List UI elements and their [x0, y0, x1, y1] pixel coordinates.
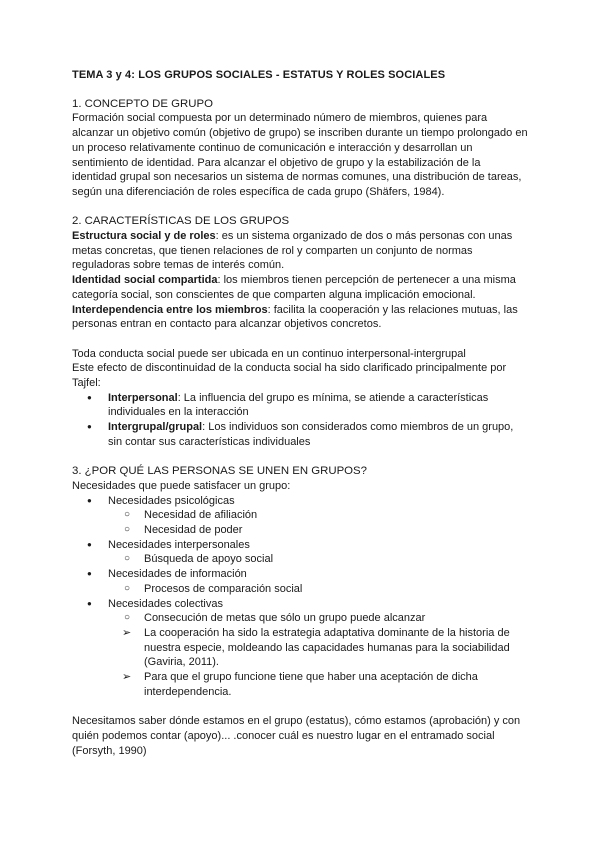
- needs-intro: Necesidades que puede satisfacer un grupo:: [72, 479, 291, 492]
- definition: : Los individuos son considerados como miembros de un grupo, sin contar sus características individuales: [108, 421, 514, 448]
- continuum-list: [72, 391, 528, 450]
- section-2-heading: 2. CARACTERÍSTICAS DE LOS GRUPOS: [72, 215, 290, 228]
- document-title: TEMA 3 y 4: LOS GRUPOS SOCIALES - ESTATUS Y ROLES SOCIALES: [72, 69, 446, 81]
- definition: : es un sistema organizado de dos o más personas con unas metas concretas, que tienen relaciones de rol y comparten un conjunto de normas reguladoras sobre temas de interés común.: [72, 230, 513, 272]
- term: Interdependencia entre los miembros: [72, 303, 268, 316]
- list-item: ● Necesidades psicológicas: [72, 494, 528, 509]
- sub-list: [72, 552, 528, 567]
- list-item: ● Necesidades de información: [72, 567, 528, 582]
- definition: : La influencia del grupo es mínima, se atiende a características individuales en la interacción: [108, 391, 489, 419]
- list-item: ○ Necesidad de afiliación: [72, 508, 528, 523]
- document-page: [72, 68, 528, 758]
- needs-list: [72, 597, 528, 612]
- closing-text: Necesitamos saber dónde estamos en el grupo (estatus), cómo estamos (aprobación) y con quién podemos contar (apoyo)... .conocer cuál es nuestro lugar en el entramado social (Forsyth, 1990): [72, 715, 521, 757]
- list-item: ➢ Para que el grupo funcione tiene que haber una aceptación de dicha interdependencia.: [72, 670, 528, 699]
- list-item: ○ Necesidad de poder: [72, 523, 528, 538]
- list-item: ○ Procesos de comparación social: [72, 582, 528, 597]
- section-3-heading: 3. ¿POR QUÉ LAS PERSONAS SE UNEN EN GRUPOS?: [72, 465, 367, 478]
- term: Estructura social y de roles: [72, 230, 216, 243]
- characteristic-interdependence: [72, 303, 528, 332]
- list-item: ○ Consecución de metas que sólo un grupo puede alcanzar: [72, 611, 528, 626]
- list-item: ● Necesidades interpersonales: [72, 538, 528, 553]
- list-item: ➢ La cooperación ha sido la estrategia adaptativa dominante de la historia de nuestra especie, moldeando las capacidades humanas para la sociabilidad (Gaviria, 2011).: [72, 626, 528, 670]
- term: Identidad social compartida: [72, 274, 218, 287]
- characteristic-structure: [72, 229, 528, 273]
- continuum-text: Toda conducta social puede ser ubicada en un continuo interpersonal-intergrupal: [72, 347, 466, 360]
- sub-list: [72, 611, 528, 699]
- section-1-heading: 1. CONCEPTO DE GRUPO: [72, 97, 213, 110]
- list-item: ○ Búsqueda de apoyo social: [72, 552, 528, 567]
- needs-list: [72, 538, 528, 553]
- definition: : los miembros tienen percepción de pertenecer a una misma categoría social, son conscientes de que comparten alguna implicación emocional.: [72, 274, 516, 301]
- term: Interpersonal: [108, 391, 178, 404]
- sub-list: [72, 508, 528, 537]
- section-1-text: Formación social compuesta por un determinado número de miembros, quienes para alcanzar un objetivo común (objetivo de grupo) se inscriben durante un tiempo prolongado en un proceso relativamente continuo de comunicación e interacción y desarrollan un sentimiento de identidad. Para alcanzar el objetivo de grupo y la estabilización de la identidad grupal son necesarios un sistema de normas comunes, una distribución de tareas, según una diferenciación de roles específica de cada grupo (Shäfers, 1984).: [72, 112, 528, 198]
- needs-list: [72, 494, 528, 509]
- list-item: [72, 420, 528, 449]
- tajfel-text: Este efecto de discontinuidad de la conducta social ha sido clarificado principalmente por Tajfel:: [72, 362, 507, 390]
- list-item: [72, 391, 528, 420]
- definition: : facilita la cooperación y las relaciones mutuas, las personas entran en contacto para alcanzar objetivos concretos.: [72, 303, 518, 331]
- list-item: ● Necesidades colectivas: [72, 597, 528, 612]
- term: Intergrupal/grupal: [108, 421, 203, 434]
- characteristic-identity: [72, 273, 528, 302]
- sub-list: [72, 582, 528, 597]
- needs-list: [72, 567, 528, 582]
